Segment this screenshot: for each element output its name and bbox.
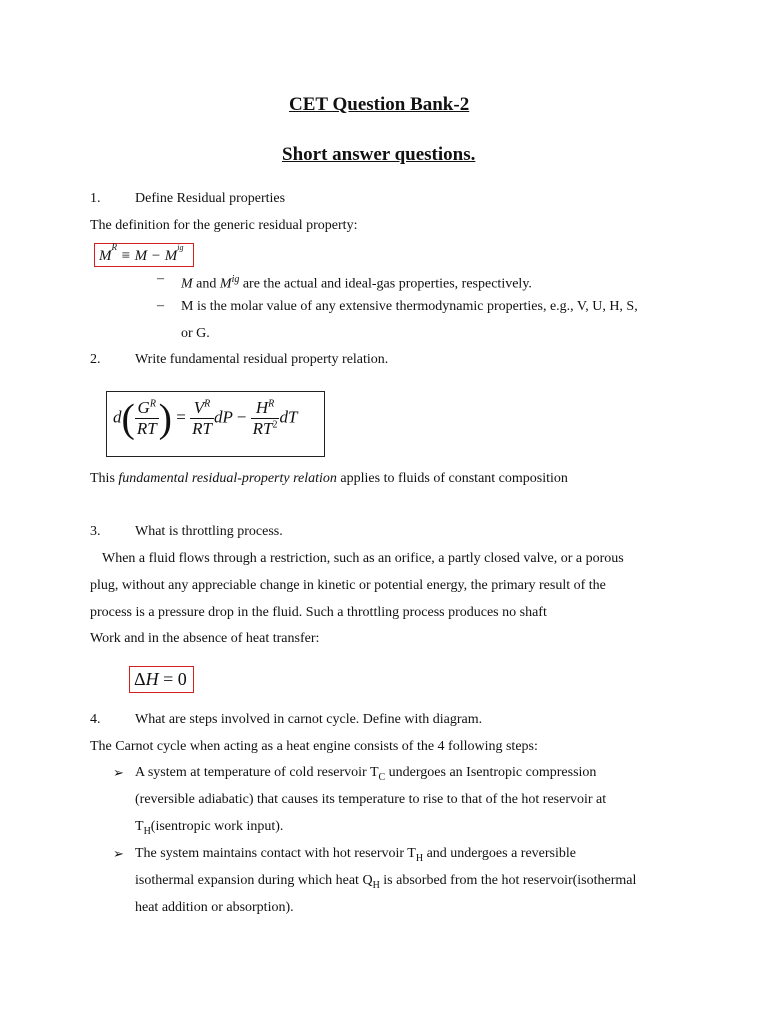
q3-line-4: Work and in the absence of heat transfer: <box>90 631 320 646</box>
q1-question: Define Residual properties <box>135 191 286 206</box>
q3-line-1: When a fluid flows through a restriction, such as an orifice, a partly closed valve, or a porous <box>102 551 624 566</box>
q2-formula: d( $\frac{G^R}{RT}$ ) = $\frac{V^R}{RT}$ dP − $\frac{H^R}{RT^2}$ dT <box>113 395 298 441</box>
q4-number: 4. <box>90 712 101 727</box>
q4-step2-line2: isothermal expansion during which heat $Q_H$ is absorbed from the hot reservoir(isothermal <box>135 873 637 891</box>
q2-note-italic: fundamental residual-property relation <box>118 471 337 486</box>
q2-number: 2. <box>90 352 101 367</box>
q2-question: Write fundamental residual property relation. <box>135 352 389 367</box>
dash-bullet: – <box>157 298 164 313</box>
q4-step2-line1: The system maintains contact with hot reservoir $T_H$ and undergoes a reversible <box>135 846 576 864</box>
q3-formula-box <box>129 666 194 693</box>
q1-bullet-2-cont: or G. <box>181 326 210 341</box>
arrow-bullet-icon: ➢ <box>113 846 124 861</box>
q1-number: 1. <box>90 191 101 206</box>
q2-note: This fundamental residual-property relation applies to fluids of constant composition <box>90 471 568 486</box>
q4-step2-line3: heat addition or absorption). <box>135 900 294 915</box>
q1-intro: The definition for the generic residual property: <box>90 218 358 233</box>
dash-bullet: – <box>157 271 164 286</box>
q4-intro: The Carnot cycle when acting as a heat engine consists of the 4 following steps: <box>90 739 538 754</box>
q4-step1-line1: A system at temperature of cold reservoir $T_C$ undergoes an Isentropic compression <box>135 765 597 783</box>
q3-question: What is throttling process. <box>135 524 283 539</box>
q3-number: 3. <box>90 524 101 539</box>
q3-line-3: process is a pressure drop in the fluid. Such a throttling process produces no shaft <box>90 605 547 620</box>
page-subtitle: Short answer questions. <box>282 144 476 165</box>
q3-formula: ΔH = 0 <box>134 669 187 689</box>
q1-bullet-2: M is the molar value of any extensive thermodynamic properties, e.g., V, U, H, S, <box>181 299 638 314</box>
q4-question: What are steps involved in carnot cycle. Define with diagram. <box>135 712 483 727</box>
q1-bullet-1: M and $M^{ig}$ are the actual and ideal-gas properties, respectively. <box>181 274 532 292</box>
q1-formula-box <box>94 243 194 267</box>
q3-line-2: plug, without any appreciable change in kinetic or potential energy, the primary result of the <box>90 578 606 593</box>
q4-step1-line3: $T_H(isentropic$ work input). <box>135 819 284 837</box>
q2-formula-box <box>106 391 325 457</box>
arrow-bullet-icon: ➢ <box>113 765 124 780</box>
page-title: CET Question Bank-2 <box>289 94 470 115</box>
q1-formula: $M^R \equiv M - M^{ig}$ <box>99 242 184 264</box>
q4-step1-line2: (reversible adiabatic) that causes its temperature to rise to that of the hot reservoir at <box>135 792 607 807</box>
